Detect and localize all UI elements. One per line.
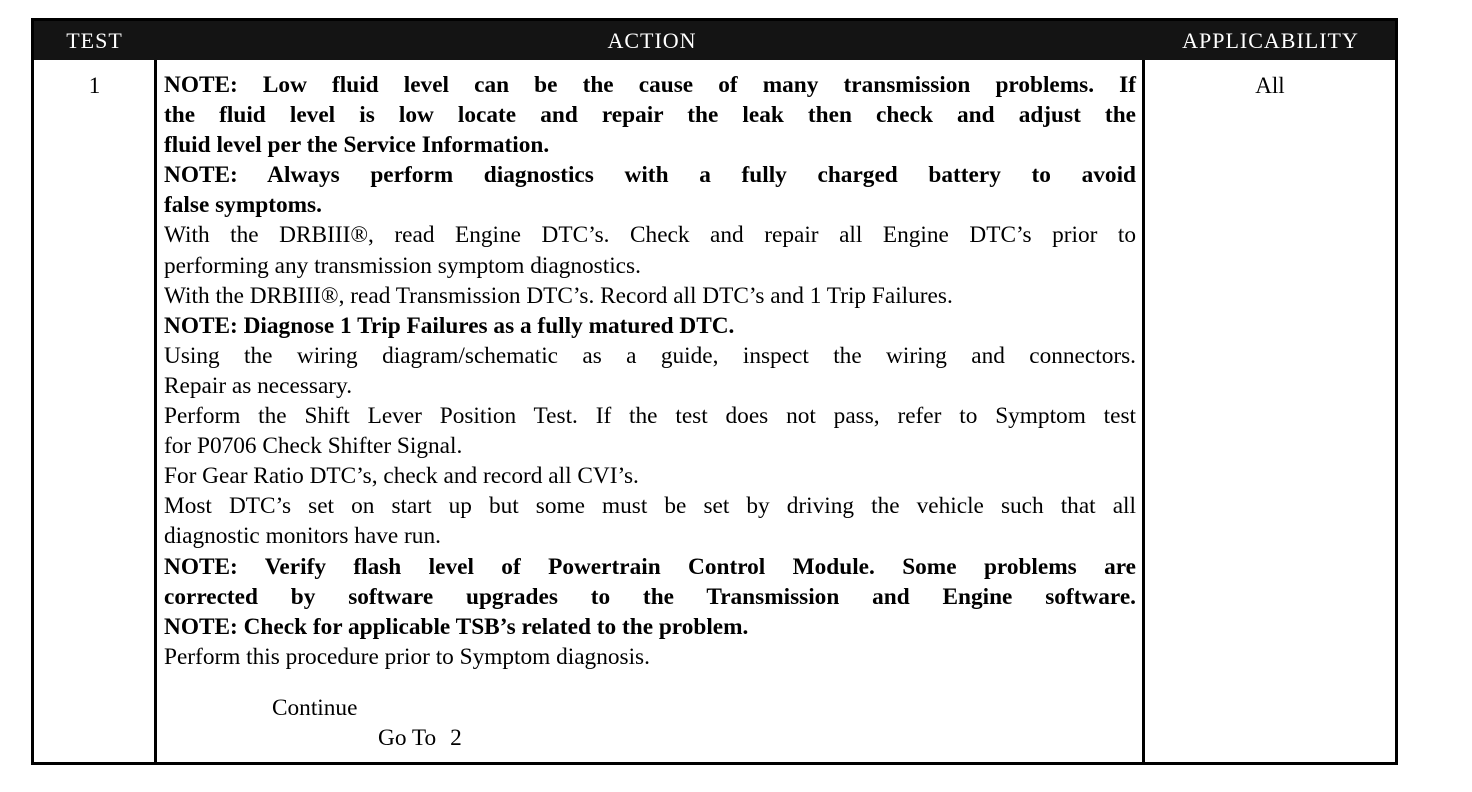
note-line: NOTE: Check for applicable TSB’s related to the problem. [164,613,749,640]
instruction-line: Most DTC’s set on start up but some must be set by driving the vehicle such that all [164,493,1136,520]
goto-instruction [378,725,462,752]
diagnostic-test-table [31,18,1398,765]
header-action: ACTION [607,28,697,53]
note-line: fluid level per the Service Information. [164,132,550,159]
table-header [34,21,1395,60]
note-line: NOTE: Verify flash level of Powertrain Control Module. Some problems are [164,553,1136,580]
instruction-line: Using the wiring diagram/schematic as a guide, inspect the wiring and connectors. [164,342,1136,369]
column-divider-action-applicability [1142,60,1145,762]
instruction-line: Perform this procedure prior to Symptom diagnosis. [164,643,650,670]
instruction-line: diagnostic monitors have run. [164,523,441,550]
instruction-line: With the DRBIII®, read Engine DTC’s. Check and repair all Engine DTC’s prior to [164,222,1136,249]
instruction-line: performing any transmission symptom diagnostics. [164,252,641,279]
instruction-line: Repair as necessary. [164,372,353,399]
note-line: NOTE: Low fluid level can be the cause of many transmission problems. If [164,72,1136,98]
note-line: the fluid level is low locate and repair the leak then check and adjust the [164,102,1136,129]
applicability-value: All [1255,73,1285,98]
instruction-line: for P0706 Check Shifter Signal. [164,433,463,460]
instruction-line: For Gear Ratio DTC’s, check and record all CVI’s. [164,463,639,490]
note-line: NOTE: Always perform diagnostics with a fully charged battery to avoid [164,162,1136,189]
goto-label: Go To [378,725,437,751]
column-divider-test-action [154,60,157,762]
instruction-line: With the DRBIII®, read Transmission DTC’s. Record all DTC’s and 1 Trip Failures. [164,282,953,309]
continue-label: Continue [272,695,358,721]
note-line: NOTE: Diagnose 1 Trip Failures as a fully matured DTC. [164,312,735,339]
test-number: 1 [88,73,101,98]
goto-target[interactable]: 2 [450,725,462,751]
instruction-line: Perform the Shift Lever Position Test. If the test does not pass, refer to Symptom test [164,403,1136,430]
action-text [164,70,1136,672]
header-applicability: APPLICABILITY [1182,28,1359,53]
note-line: corrected by software upgrades to the Transmission and Engine software. [164,583,1136,610]
note-line: false symptoms. [164,192,322,219]
header-test: TEST [66,28,123,53]
